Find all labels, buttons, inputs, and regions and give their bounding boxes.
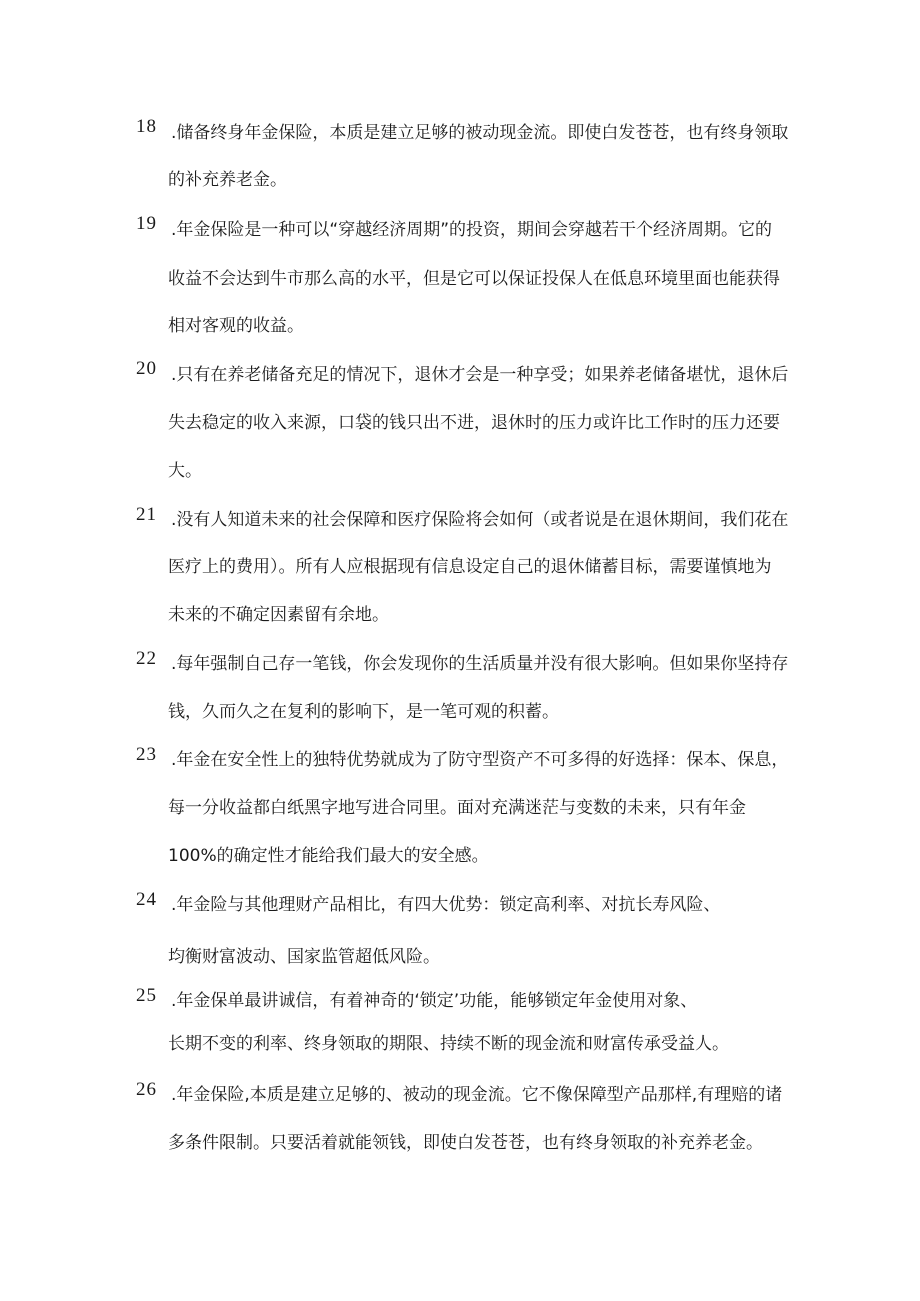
item-text-line: 医疗上的费用）。所有人应根据现有信息设定自己的退休储蓄目标，需要谨慎地为 xyxy=(168,557,772,577)
item-text-line: 多条件限制。只要活着就能领钱，即使白发苍苍，也有终身领取的补充养老金。 xyxy=(168,1133,763,1153)
item-text-line: .只有在养老储备充足的情况下，退休才会是一种享受；如果养老储备堪忧，退休后 xyxy=(171,365,789,385)
item-number: 21 xyxy=(136,504,157,525)
item-number: 26 xyxy=(136,1079,157,1100)
item-text-line: 大。 xyxy=(168,461,202,481)
item-text-line: .年金保单最讲诚信，有着神奇的‘锁定’功能，能够锁定年金使用对象、 xyxy=(171,991,698,1011)
item-text-line: 长期不变的利率、终身领取的期限、持续不断的现金流和财富传承受益人。 xyxy=(168,1034,729,1054)
item-text-line: 100%的确定性才能给我们最大的安全感。 xyxy=(168,846,489,866)
item-number: 23 xyxy=(136,744,157,765)
item-text-line: 收益不会达到牛市那么高的水平，但是它可以保证投保人在低息环境里面也能获得 xyxy=(168,269,780,289)
item-number: 22 xyxy=(136,648,157,669)
item-number: 19 xyxy=(136,213,157,234)
item-text-line: 均衡财富波动、国家监管超低风险。 xyxy=(168,947,440,967)
item-text-line: .年金在安全性上的独特优势就成为了防守型资产不可多得的好选择：保本、保息， xyxy=(171,750,789,770)
item-text-line: .储备终身年金保险，本质是建立足够的被动现金流。即使白发苍苍，也有终身领取 xyxy=(171,123,789,143)
item-text-line: 钱，久而久之在复利的影响下，是一笔可观的积蓄。 xyxy=(168,702,559,722)
item-text-line: 未来的不确定因素留有余地。 xyxy=(168,605,389,625)
item-number: 24 xyxy=(136,889,157,910)
item-text-line: .没有人知道未来的社会保障和医疗保险将会如何（或者说是在退休期间，我们花在 xyxy=(171,510,789,530)
item-text-line: .年金险与其他理财产品相比，有四大优势：锁定高利率、对抗长寿风险、 xyxy=(171,895,721,915)
item-text-line: .每年强制自己存一笔钱，你会发现你的生活质量并没有很大影响。但如果你坚持存 xyxy=(171,654,789,674)
item-text-line: 相对客观的收益。 xyxy=(168,316,304,336)
item-number: 25 xyxy=(136,985,157,1006)
item-text-line: 失去稳定的收入来源，口袋的钱只出不进，退休时的压力或许比工作时的压力还要 xyxy=(168,413,780,433)
item-text-line: .年金保险,本质是建立足够的、被动的现金流。它不像保障型产品那样,有理赔的诸 xyxy=(171,1085,783,1105)
item-text-line: 的补充养老金。 xyxy=(168,170,287,190)
item-text-line: 每一分收益都白纸黑字地写进合同里。面对充满迷茫与变数的未来，只有年金 xyxy=(168,798,746,818)
item-text-line: .年金保险是一种可以“穿越经济周期”的投资，期间会穿越若干个经济周期。它的 xyxy=(171,220,773,240)
item-number: 18 xyxy=(136,116,157,137)
item-number: 20 xyxy=(136,358,157,379)
